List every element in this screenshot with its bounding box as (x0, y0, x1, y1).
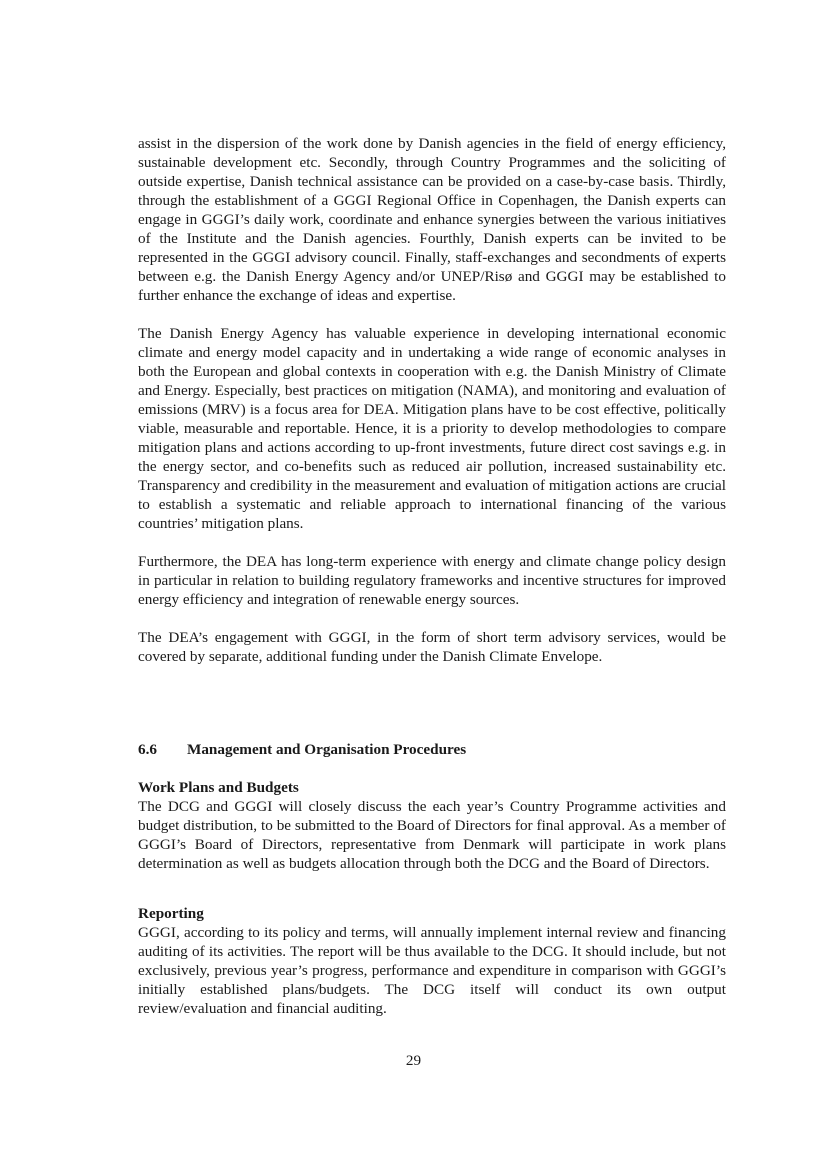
paragraph-dea-policy-design: Furthermore, the DEA has long-term experience with energy and climate change policy design in particular in relation to building regulatory frameworks and incentive structures for improved energy efficiency and integration of renewable energy sources. (138, 553, 726, 608)
paragraph-danish-agencies: assist in the dispersion of the work done by Danish agencies in the field of energy efficiency, sustainable development etc. Secondly, through Country Programmes and the soliciting of outside expertise, Danish technical assistance can be provided on a case-by-case basis. Thirdly, through the establishment of a GGGI Regional Office in Copenhagen, the Danish experts can engage in GGGI’s daily work, coordinate and enhance synergies between the various initiatives of the Institute and the Danish agencies. Fourthly, Danish experts can be invited to be represented in the GGGI advisory council. Finally, staff-exchanges and secondments of experts between e.g. the Danish Energy Agency and/or UNEP/Risø and GGGI may be established to further enhance the exchange of ideas and expertise. (138, 135, 726, 304)
body-text (138, 134, 726, 666)
work-plans-text: The DCG and GGGI will closely discuss the each year’s Country Programme activities and budget distribution, to be submitted to the Board of Directors for final approval. As a member of GGGI’s Board of Directors, representative from Denmark will participate in work plans determination as well as budgets allocation through both the DCG and the Board of Directors. (138, 798, 726, 872)
work-plans-block (138, 778, 726, 873)
reporting-heading: Reporting (138, 905, 204, 922)
paragraph-energy-agency-experience: The Danish Energy Agency has valuable experience in developing international economic climate and energy model capacity and in undertaking a wide range of economic analyses in both the European and global contexts in cooperation with e.g. the Danish Ministry of Climate and Energy. Especially, best practices on mitigation (NAMA), and monitoring and evaluation of emissions (MRV) is a focus area for DEA. Mitigation plans have to be cost effective, politically viable, measurable and reportable. Hence, it is a priority to develop methodologies to compare mitigation plans and actions according to up-front investments, future direct cost savings e.g. in the energy sector, and co-benefits such as reduced air pollution, increased sustainability etc. Transparency and credibility in the measurement and evaluation of mitigation actions are crucial to establish a systematic and reliable approach to international financing of the various countries’ mitigation plans. (138, 325, 726, 532)
work-plans-heading: Work Plans and Budgets (138, 779, 299, 796)
section-title: Management and Organisation Procedures (187, 741, 467, 758)
reporting-block (138, 904, 726, 1018)
page-number: 29 (405, 1052, 422, 1069)
section-heading (138, 740, 726, 759)
section-number: 6.6 (138, 741, 157, 758)
paragraph-dea-engagement: The DEA’s engagement with GGGI, in the form of short term advisory services, would be covered by separate, additional funding under the Danish Climate Envelope. (138, 629, 726, 665)
reporting-text: GGGI, according to its policy and terms, will annually implement internal review and financing auditing of its activities. The report will be thus available to the DCG. It should include, but not exclusively, previous year’s progress, performance and expenditure in comparison with GGGI’s initially established plans/budgets. The DCG itself will conduct its own output review/evaluation and financial auditing. (138, 924, 726, 1017)
